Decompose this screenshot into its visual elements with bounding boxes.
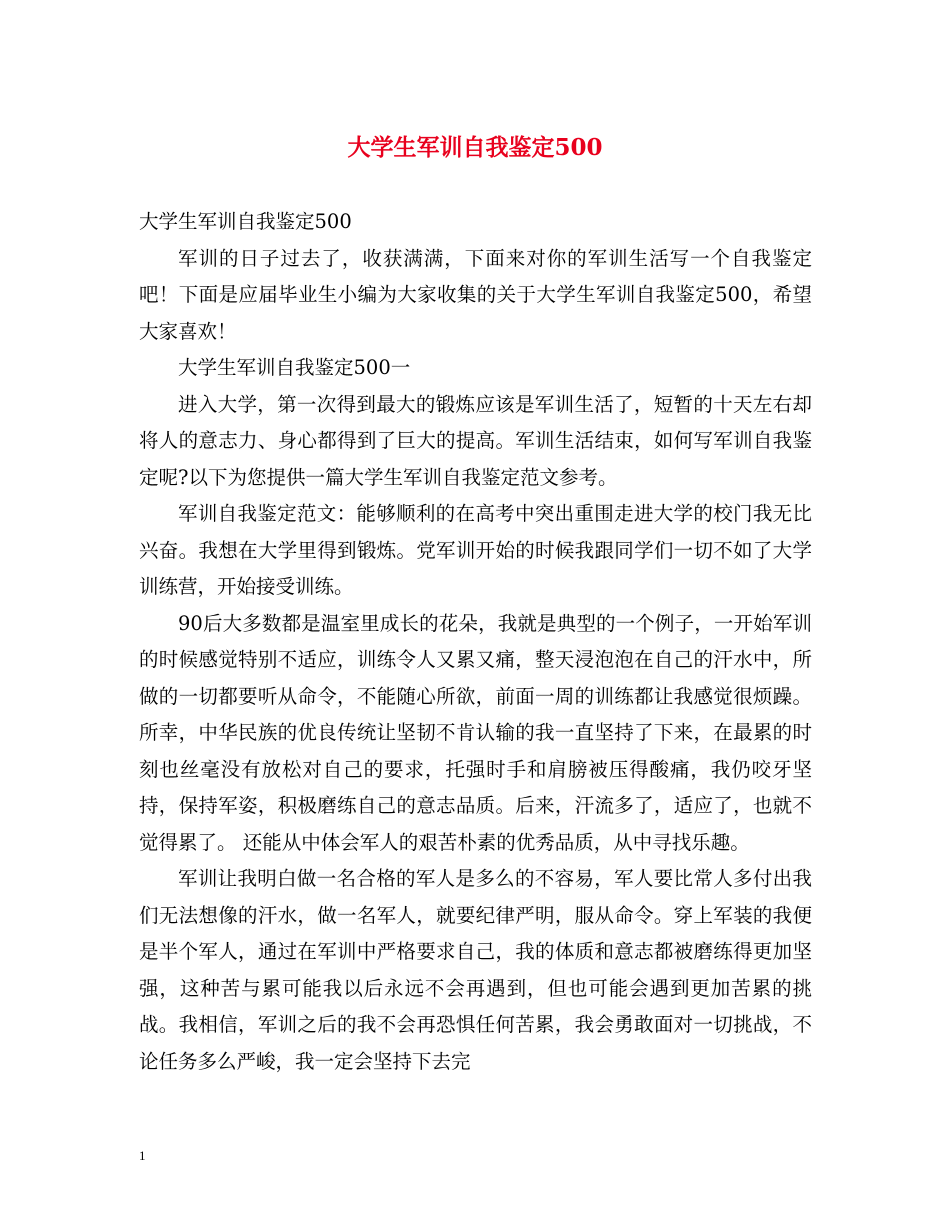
- page-number: 1: [139, 1148, 146, 1163]
- paragraph-subheading: 大学生军训自我鉴定500一: [178, 356, 411, 379]
- paragraph: 军训自我鉴定范文：能够顺利的在高考中突出重围走进大学的校门我无比兴奋。我想在大学里得到锻炼。党军训开始的时候我跟同学们一切不如了大学训练营，开始接受训练。: [139, 502, 812, 598]
- paragraph-heading: 大学生军训自我鉴定500: [139, 210, 352, 233]
- paragraph-intro: 军训的日子过去了，收获满满，下面来对你的军训生活写一个自我鉴定吧！下面是应届毕业生小编为大家收集的关于大学生军训自我鉴定500，希望大家喜欢！: [139, 246, 812, 343]
- paragraph: 军训让我明白做一名合格的军人是多么的不容易，军人要比常人多付出我们无法想像的汗水，做一名军人，就要纪律严明，服从命令。穿上军装的我便是半个军人，通过在军训中严格要求自己，我的体质和意志都被磨练得更加坚强，这种苦与累可能我以后永远不会再遇到，但也可能会遇到更加苦累的挑战。我相信，军训之后的我不会再恐惧任何苦累，我会勇敢面对一切挑战，不论任务多么严峻，我一定会坚持下去完: [139, 867, 812, 1073]
- paragraph: 90后大多数都是温室里成长的花朵，我就是典型的一个例子，一开始军训的时候感觉特别不适应，训练令人又累又痛，整天浸泡泡在自己的汗水中，所做的一切都要听从命令，不能随心所欲，前面一周的训练都让我感觉很烦躁。所幸，中华民族的优良传统让坚韧不肯认输的我一直坚持了下来，在最累的时刻也丝毫没有放松对自己的要求，托强时手和肩膀被压得酸痛，我仍咬牙坚持，保持军姿，积极磨练自己的意志品质。后来，汗流多了，适应了，也就不觉得累了。 还能从中体会军人的艰苦朴素的优秀品质，从中寻找乐趣。: [139, 611, 812, 854]
- document-body: [139, 204, 812, 1080]
- document-title: 大学生军训自我鉴定500: [347, 134, 603, 161]
- paragraph: 进入大学，第一次得到最大的锻炼应该是军训生活了，短暂的十天左右却将人的意志力、身心都得到了巨大的提高。军训生活结束，如何写军训自我鉴定呢?以下为您提供一篇大学生军训自我鉴定范文参考。: [139, 392, 812, 489]
